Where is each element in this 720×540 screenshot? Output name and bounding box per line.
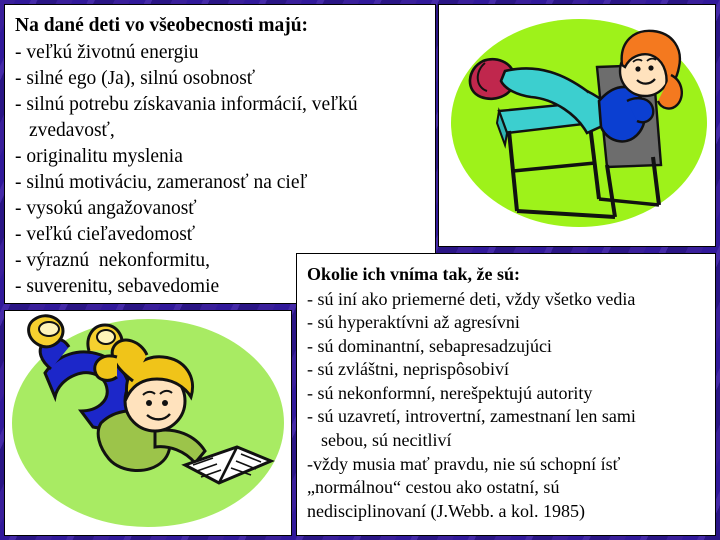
girl-sitting-on-chair-illustration [438,4,716,247]
perception-line: -vždy musia mať pravdu, nie sú schopní ísť [307,453,621,474]
traits-line: - silnú motiváciu, zameranosť na cieľ [15,172,308,194]
perception-line: sebou, sú necitliví [321,430,452,451]
perception-line: - sú nekonformní, nerešpektujú autority [307,382,593,403]
traits-line: - výraznú nekonformitu, [15,250,210,272]
girl-reading-book-illustration [4,310,292,536]
traits-line: - suverenitu, sebavedomie [15,276,220,298]
perception-heading: Okolie ich vníma tak, že sú: [307,264,521,284]
traits-heading: Na dané deti vo všeobecnosti majú: [15,15,309,36]
perception-line: nedisciplinovaní (J.Webb. a kol. 1985) [307,500,585,521]
perception-line: - sú uzavretí, introvertní, zamestnaní len sami [307,406,636,427]
perception-line: - sú dominantní, sebapresadzujúci [307,335,552,356]
traits-line: - vysokú angažovanosť [15,198,197,220]
perception-line: - sú zvláštni, neprispôsobiví [307,359,509,380]
traits-line: zvedavosť, [29,120,115,142]
perception-line: „normálnou“ cestou ako ostatní, sú [307,477,560,498]
traits-line: - originalitu myslenia [15,146,183,168]
traits-line: - silné ego (Ja), silnú osobnosť [15,67,256,89]
traits-line: - silnú potrebu získavania informácií, veľkú [15,93,358,115]
perception-text-panel [296,253,716,536]
traits-line: - veľkú cieľavedomosť [15,224,196,246]
traits-line: - veľkú životnú energiu [15,41,199,63]
perception-line: - sú iní ako priemerné deti, vždy všetko vedia [307,288,636,309]
perception-line: - sú hyperaktívni až agresívni [307,312,520,333]
